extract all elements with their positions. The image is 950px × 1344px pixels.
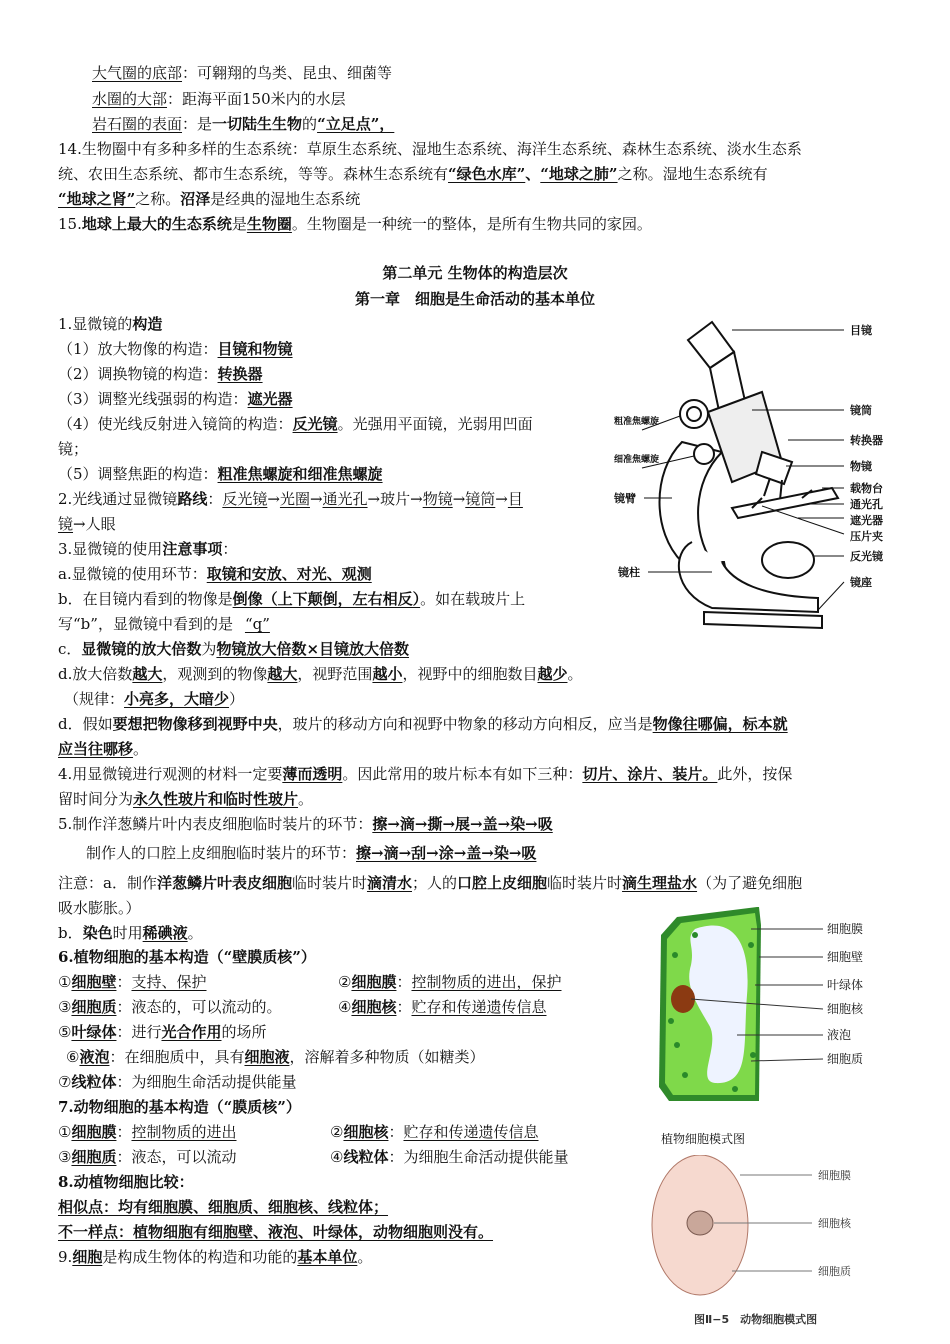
text: 5.制作洋葱鳞片叶内表皮细胞临时装片的环节： bbox=[58, 815, 373, 833]
text: 一切陆生生物 bbox=[212, 115, 303, 133]
label-pillar: 镜柱 bbox=[618, 566, 640, 579]
text: ，溶解着多种物质（如糖类） bbox=[289, 1048, 485, 1066]
text: 。 bbox=[298, 790, 314, 808]
text: 是经典的湿地生态系统 bbox=[210, 190, 361, 208]
animal-cell-figure bbox=[640, 1155, 890, 1335]
text: → bbox=[309, 490, 323, 508]
text: ③ bbox=[58, 998, 72, 1016]
s3-b bbox=[58, 588, 525, 610]
s6-row4 bbox=[66, 1046, 485, 1068]
text: 转换器 bbox=[217, 365, 263, 383]
text: ② bbox=[330, 1123, 344, 1141]
text: 反光镜 bbox=[292, 415, 338, 433]
text: 越大 bbox=[132, 665, 163, 683]
text: 越少 bbox=[537, 665, 568, 683]
text: 稀碘液 bbox=[142, 924, 188, 942]
s6-head: 6.植物细胞的基本构造（“壁膜质核”） bbox=[58, 948, 316, 966]
text: ① bbox=[58, 1123, 72, 1141]
text: 物像往哪偏，标本就 bbox=[652, 715, 788, 733]
label-mirror: 反光镜 bbox=[850, 550, 883, 563]
text: （3）调整光线强弱的构造： bbox=[58, 390, 248, 408]
text: 是构成生物体的构造和功能的 bbox=[102, 1248, 298, 1266]
text: 为 bbox=[201, 640, 217, 658]
text: ：为细胞生命活动提供能量 bbox=[388, 1148, 569, 1166]
text: 。 bbox=[567, 665, 583, 683]
text: 临时装片时 bbox=[291, 874, 367, 892]
text: 镜 bbox=[58, 515, 74, 533]
text: 遮光器 bbox=[247, 390, 293, 408]
s9 bbox=[58, 1246, 372, 1268]
text: ：液态，可以流动 bbox=[116, 1148, 237, 1166]
text: 贮存和传递遗传信息 bbox=[403, 1123, 539, 1141]
text: ： bbox=[396, 973, 412, 991]
s3-a bbox=[58, 563, 372, 585]
text: 细胞液 bbox=[244, 1048, 290, 1066]
text: 目 bbox=[507, 490, 523, 508]
s1-item5 bbox=[58, 463, 383, 485]
para-14-line2 bbox=[58, 163, 768, 185]
text: 镜； bbox=[58, 440, 89, 458]
text: c． bbox=[58, 640, 82, 658]
unit-title: 第二单元 生物体的构造层次 bbox=[382, 264, 568, 282]
label-objective: 物镜 bbox=[850, 460, 872, 473]
text: 反光镜 bbox=[222, 490, 268, 508]
text: ② bbox=[338, 973, 352, 991]
s5-note bbox=[58, 872, 802, 894]
label-nosepiece: 转换器 bbox=[850, 434, 883, 447]
text: 的场所 bbox=[221, 1023, 267, 1041]
text: （为了避免细胞 bbox=[697, 874, 803, 892]
s3-d bbox=[58, 663, 583, 685]
text: 细胞质 bbox=[71, 1148, 117, 1166]
s6-row3 bbox=[58, 1021, 267, 1043]
text: 大气圈的底部 bbox=[92, 64, 183, 82]
text: 细胞核 bbox=[351, 998, 397, 1016]
text: ） bbox=[229, 690, 245, 708]
text: → bbox=[452, 490, 466, 508]
text: 染色 bbox=[82, 924, 113, 942]
text: 。 bbox=[187, 924, 203, 942]
para-14-line3 bbox=[58, 188, 360, 210]
text: 线粒体 bbox=[71, 1073, 117, 1091]
text: 液泡 bbox=[79, 1048, 110, 1066]
text: ：为细胞生命活动提供能量 bbox=[116, 1073, 297, 1091]
chapter-title: 第一章 细胞是生命活动的基本单位 bbox=[354, 290, 595, 308]
text: ：液态的，可以流动的。 bbox=[116, 998, 282, 1016]
text: ① bbox=[58, 973, 72, 991]
microscope-figure bbox=[612, 312, 902, 642]
text: 洋葱鳞片叶表皮细胞 bbox=[156, 874, 292, 892]
text: ⑦ bbox=[58, 1073, 72, 1091]
label-arm: 镜臂 bbox=[614, 492, 636, 505]
text: →人眼 bbox=[73, 515, 116, 533]
text: 。生物圈是一种统一的整体，是所有生物共同的家园。 bbox=[291, 215, 652, 233]
line-atmosphere bbox=[92, 62, 392, 84]
line-hydrosphere bbox=[92, 88, 346, 110]
text: 是 bbox=[231, 215, 247, 233]
s5-cheek bbox=[86, 842, 536, 864]
text: ③ bbox=[58, 1148, 72, 1166]
text: 叶绿体 bbox=[71, 1023, 117, 1041]
s3-d2-cont bbox=[58, 738, 148, 760]
s5-note-cont bbox=[58, 897, 141, 919]
s1-item4-cont bbox=[58, 438, 88, 460]
text: “地球之肾” bbox=[58, 190, 136, 208]
s4-line1 bbox=[58, 763, 792, 785]
text: 的 bbox=[302, 115, 318, 133]
text: 2.光线通过显微镜 bbox=[58, 490, 178, 508]
label-base: 镜座 bbox=[850, 576, 872, 589]
text: 光合作用 bbox=[161, 1023, 222, 1041]
label-nucleus: 细胞核 bbox=[827, 1002, 864, 1016]
text: （2）调换物镜的构造： bbox=[58, 365, 218, 383]
s6-row1-left bbox=[58, 971, 207, 993]
para-15 bbox=[58, 213, 652, 235]
text: 吸水膨胀。） bbox=[58, 899, 141, 917]
s5-stain bbox=[58, 922, 203, 944]
text: → bbox=[267, 490, 280, 508]
label-fine-knob: 细准焦螺旋 bbox=[614, 455, 660, 465]
s1-item4 bbox=[58, 413, 533, 435]
plant-cell-figure bbox=[655, 905, 905, 1150]
text: ： bbox=[388, 1123, 404, 1141]
s6-row2-right bbox=[338, 996, 547, 1018]
label-aperture: 通光孔 bbox=[850, 498, 883, 511]
label-animal-membrane: 细胞膜 bbox=[818, 1169, 851, 1182]
s3-c bbox=[58, 638, 409, 660]
text: “立足点”， bbox=[317, 115, 395, 133]
text: d.放大倍数 bbox=[58, 665, 133, 683]
text: （4）使光线反射进入镜筒的构造： bbox=[58, 415, 293, 433]
text: 。因此常用的玻片标本有如下三种： bbox=[342, 765, 583, 783]
text: 1.显微镜的 bbox=[58, 315, 133, 333]
text: 水圈的大部 bbox=[92, 90, 168, 108]
text: ：是 bbox=[182, 115, 213, 133]
s6-row1-right bbox=[338, 971, 562, 993]
s7-row1-right bbox=[330, 1121, 539, 1143]
s3-rule bbox=[64, 688, 244, 710]
text: 岩石圈的表面 bbox=[92, 115, 183, 133]
text: 基本单位 bbox=[297, 1248, 358, 1266]
label-tube: 镜筒 bbox=[850, 404, 872, 417]
s4-line2 bbox=[58, 788, 313, 810]
text: 15. bbox=[58, 215, 82, 233]
text: （1）放大物像的构造： bbox=[58, 340, 218, 358]
text: 临时装片时 bbox=[547, 874, 623, 892]
text: 。 bbox=[133, 740, 149, 758]
s1-item2 bbox=[58, 363, 263, 385]
s1-head bbox=[58, 313, 162, 335]
text: 地球上最大的生态系统 bbox=[81, 215, 232, 233]
text: 光圈 bbox=[279, 490, 310, 508]
text: ，玻片的移动方向和视野中物象的移动方向相反，应当是 bbox=[277, 715, 653, 733]
para-14-line1 bbox=[58, 138, 802, 160]
text: 薄而透明 bbox=[282, 765, 343, 783]
text: ： bbox=[222, 540, 238, 558]
text: 9. bbox=[58, 1248, 73, 1266]
s8-diff: 不一样点：植物细胞有细胞壁、液泡、叶绿体，动物细胞则没有。 bbox=[58, 1223, 494, 1241]
text: 之称。 bbox=[135, 190, 181, 208]
s3-d2 bbox=[58, 713, 788, 735]
label-cytoplasm: 细胞质 bbox=[827, 1052, 864, 1066]
text: 控制物质的进出，保护 bbox=[411, 973, 562, 991]
text: 生物圈 bbox=[246, 215, 292, 233]
text: 此外，按保 bbox=[717, 765, 793, 783]
label-wall: 细胞壁 bbox=[827, 950, 864, 964]
text: 滴清水 bbox=[366, 874, 412, 892]
text: ⑤ bbox=[58, 1023, 72, 1041]
text: 口腔上皮细胞 bbox=[457, 874, 548, 892]
label-animal-cytoplasm: 细胞质 bbox=[818, 1265, 851, 1278]
s2-line1 bbox=[58, 488, 523, 510]
text: 物镜放大倍数×目镜放大倍数 bbox=[216, 640, 410, 658]
text: 贮存和传递遗传信息 bbox=[411, 998, 547, 1016]
text: d．假如 bbox=[58, 715, 113, 733]
plant-cell-caption: 植物细胞模式图 bbox=[661, 1132, 746, 1146]
text: 。 bbox=[357, 1248, 373, 1266]
s3-b-cont bbox=[58, 613, 282, 635]
text: ： bbox=[116, 1123, 132, 1141]
text: 注意：a．制作 bbox=[58, 874, 157, 892]
text: 擦→滴→刮→涂→盖→染→吸 bbox=[356, 844, 537, 862]
line-lithosphere bbox=[92, 113, 394, 135]
text: ⑥ bbox=[66, 1048, 80, 1066]
text: ；人的 bbox=[412, 874, 458, 892]
text: 统、农田生态系统、都市生态系统，等等。森林生态系统有 bbox=[58, 165, 449, 183]
label-coarse-knob: 粗准焦螺旋 bbox=[614, 417, 660, 427]
text: 显微镜的放大倍数 bbox=[81, 640, 202, 658]
text: 细胞壁 bbox=[71, 973, 117, 991]
text: 14.生物圈中有多种多样的生态系统：草原生态系统、湿地生态系统、海洋生态系统、森林生态系统、淡水生态系 bbox=[58, 140, 802, 158]
text: 粗准焦螺旋和细准焦螺旋 bbox=[217, 465, 383, 483]
s7-row2-left bbox=[58, 1146, 236, 1168]
text: ④ bbox=[330, 1148, 344, 1166]
text: 写“b”，显微镜中看到的是 bbox=[58, 615, 233, 633]
text: 沼泽 bbox=[180, 190, 211, 208]
text: 。光强用平面镜，光弱用凹面 bbox=[337, 415, 533, 433]
text: 小亮多，大暗少 bbox=[124, 690, 230, 708]
s1-item1 bbox=[58, 338, 293, 360]
text: 细胞膜 bbox=[71, 1123, 117, 1141]
text: b．在目镜内看到的物像是 bbox=[58, 590, 233, 608]
text: 线粒体 bbox=[343, 1148, 389, 1166]
text: 构造 bbox=[132, 315, 163, 333]
text: 4.用显微镜进行观测的材料一定要 bbox=[58, 765, 283, 783]
s6-row2-left bbox=[58, 996, 281, 1018]
s7-head: 7.动物细胞的基本构造（“膜质核”） bbox=[58, 1098, 301, 1116]
text: （5）调整焦距的构造： bbox=[58, 465, 218, 483]
text: 细胞核 bbox=[343, 1123, 389, 1141]
animal-nucleus bbox=[687, 1211, 713, 1235]
text: 镜筒 bbox=[465, 490, 496, 508]
text: →玻片→ bbox=[367, 490, 423, 508]
label-clip: 压片夹 bbox=[850, 530, 883, 543]
text: 制作人的口腔上皮细胞临时装片的环节： bbox=[86, 844, 357, 862]
label-diaphragm: 遮光器 bbox=[850, 514, 883, 527]
text: 细胞质 bbox=[71, 998, 117, 1016]
s7-row2-right bbox=[330, 1146, 568, 1168]
s5-onion bbox=[58, 813, 553, 835]
text: 目镜和物镜 bbox=[217, 340, 293, 358]
label-vacuole: 液泡 bbox=[827, 1028, 852, 1042]
text: 永久性玻片和临时性玻片 bbox=[133, 790, 299, 808]
text: → bbox=[495, 490, 508, 508]
text: ，视野中的细胞数目 bbox=[402, 665, 538, 683]
text: 路线 bbox=[177, 490, 208, 508]
text: 之称。湿地生态系统有 bbox=[617, 165, 768, 183]
text: “绿色水库” bbox=[448, 165, 526, 183]
label-stage: 载物台 bbox=[850, 482, 883, 495]
text: 注意事项 bbox=[162, 540, 223, 558]
text: ： bbox=[207, 490, 223, 508]
text: 。如在载玻片上 bbox=[420, 590, 526, 608]
text: 滴生理盐水 bbox=[622, 874, 698, 892]
text: 物镜 bbox=[422, 490, 453, 508]
text: ：距海平面150米内的水层 bbox=[167, 90, 346, 108]
text: 3.显微镜的使用 bbox=[58, 540, 163, 558]
s2-line2 bbox=[58, 513, 116, 535]
text: 控制物质的进出 bbox=[131, 1123, 237, 1141]
text: ： bbox=[116, 973, 132, 991]
text: 应当往哪移 bbox=[58, 740, 134, 758]
text: 细胞 bbox=[72, 1248, 103, 1266]
s1-item3 bbox=[58, 388, 293, 410]
text: 取镜和安放、对光、观测 bbox=[206, 565, 372, 583]
text: ：在细胞质中，具有 bbox=[109, 1048, 245, 1066]
text: ： bbox=[396, 998, 412, 1016]
text: ：可翱翔的鸟类、昆虫、细菌等 bbox=[182, 64, 393, 82]
text: ，观测到的物像 bbox=[162, 665, 268, 683]
s8-same: 相似点：均有细胞膜、细胞质、细胞核、线粒体； bbox=[58, 1198, 389, 1216]
s3-head bbox=[58, 538, 237, 560]
label-membrane: 细胞膜 bbox=[827, 922, 864, 936]
animal-cell-caption: 图Ⅱ−5 动物细胞模式图 bbox=[694, 1313, 818, 1326]
text: 越小 bbox=[372, 665, 403, 683]
text: 、 bbox=[525, 165, 541, 183]
text: a.显微镜的使用环节： bbox=[58, 565, 207, 583]
text: 擦→滴→撕→展→盖→染→吸 bbox=[372, 815, 553, 833]
text: 细胞膜 bbox=[351, 973, 397, 991]
s8-head: 8.动植物细胞比较： bbox=[58, 1173, 194, 1191]
text: “地球之肺” bbox=[540, 165, 618, 183]
s6-row5 bbox=[58, 1071, 296, 1093]
text: 倒像（上下颠倒，左右相反） bbox=[232, 590, 421, 608]
text: 要想把物像移到视野中央 bbox=[112, 715, 278, 733]
text: ：进行 bbox=[116, 1023, 162, 1041]
text: 越大 bbox=[267, 665, 298, 683]
text: 支持、保护 bbox=[131, 973, 207, 991]
text: 留时间分为 bbox=[58, 790, 134, 808]
text: 通光孔 bbox=[322, 490, 368, 508]
text: b． bbox=[58, 924, 83, 942]
text: ④ bbox=[338, 998, 352, 1016]
s7-row1-left bbox=[58, 1121, 237, 1143]
text: 时用 bbox=[112, 924, 143, 942]
text: （规律： bbox=[64, 690, 125, 708]
label-animal-nucleus: 细胞核 bbox=[818, 1217, 851, 1230]
text: “q” bbox=[244, 615, 270, 633]
text: 切片、涂片、装片。 bbox=[582, 765, 718, 783]
label-eyepiece: 目镜 bbox=[850, 324, 872, 337]
text: ，视野范围 bbox=[297, 665, 373, 683]
label-chloroplast: 叶绿体 bbox=[827, 978, 864, 992]
